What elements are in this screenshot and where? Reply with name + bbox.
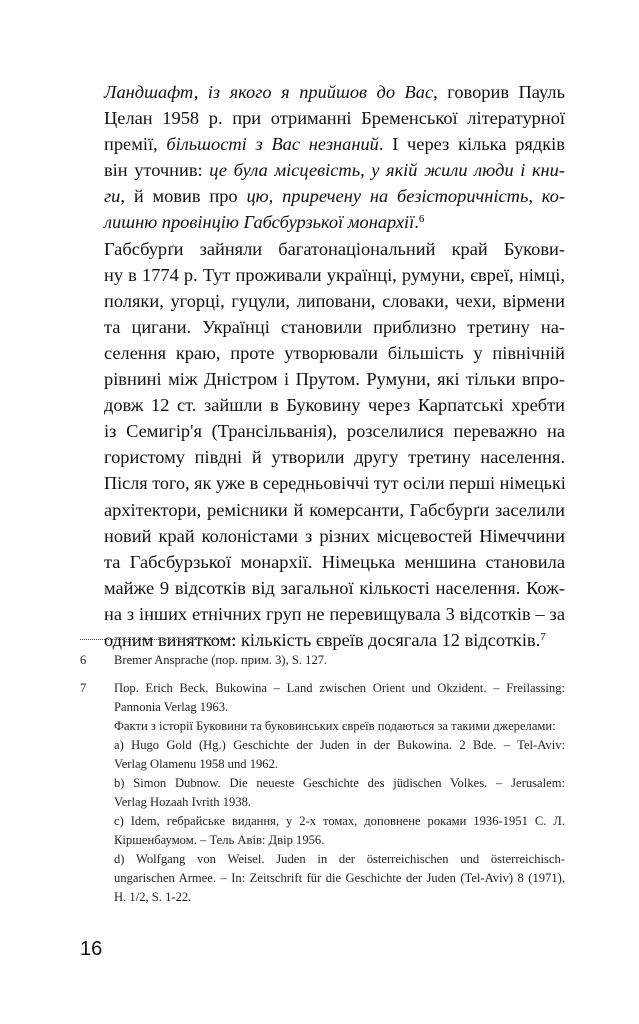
footnote-line: d) Wolfgang von Weisel. Juden in der österreichischen und österreichisch- — [114, 852, 565, 866]
footnote-line: Pannonia Verlag 1963. — [114, 700, 229, 714]
paragraph-1 — [80, 79, 565, 236]
footnote-line: Кіршенбаумом. – Тель Авів: Двір 1956. — [114, 833, 325, 847]
text-line: із Семигір'я (Трансільванія), розселилися переважно на — [104, 421, 565, 442]
footnote-line: a) Hugo Gold (Hg.) Geschichte der Juden in der Bukowina. 2 Bde. – Tel-Aviv: — [114, 738, 565, 752]
text-line: Целан 1958 р. при отриманні Бременської літературної — [104, 108, 565, 129]
text-line: Ландшафт, із якого я прийшов до Вас, говорив Пауль — [104, 82, 565, 102]
footnote-ref-6: 6 — [418, 213, 425, 226]
text-line: премії, більшості з Вас незнаний. І через кілька рядків — [104, 134, 565, 155]
text-line: на з інших етнічних груп не перевищувала 3 відсотків – за — [104, 603, 565, 624]
text-line: Після того, як уже в середньовіччі тут осіли перші німецькі — [104, 473, 566, 494]
footnote-7 — [80, 679, 565, 907]
text-line: одним винятком: кількість євреїв досягала 12 відсотків.$^7$ — [104, 629, 546, 650]
paragraph-2 — [80, 236, 565, 654]
footnotes — [80, 651, 565, 916]
footnote-separator — [80, 639, 235, 640]
text-line: та цигани. Українці становили приблизно третину на- — [104, 316, 565, 337]
text-line: ги, й мовив про цю, приречену на безісторичність, ко- — [104, 186, 565, 207]
footnote-ref-7: 7 — [540, 630, 546, 643]
text-line: та Габсбурзької монархії. Німецька меншина становила — [104, 551, 565, 572]
footnote-line: b) Simon Dubnow. Die neueste Geschichte des jüdischen Volkes. – Jerusalem: — [114, 776, 565, 790]
footnote-line: Verlag Olamenu 1958 und 1962. — [114, 757, 279, 771]
footnote-line: Факти з історії Буковини та буковинських євреїв подаються за такими джерелами: — [114, 719, 556, 733]
text-line: Габсбурґи зайняли багатонаціональний край Букови- — [104, 238, 565, 259]
text-line: гористому півдні й утворили другу третину населення. — [104, 447, 565, 468]
footnote-number: 6 — [80, 653, 87, 667]
text-line: поляки, угорці, гуцули, липовани, словаки, чехи, вірмени — [104, 290, 565, 311]
footnote-text: Bremer Ansprache (пор. прим. 3), S. 127. — [114, 653, 328, 667]
text-line: селення краю, проте утворювали більшість у північній — [104, 342, 565, 363]
footnote-line: ungarischen Armee. – In: Zeitschrift für die Geschichte der Juden (Tel-Aviv) 8 (1971), — [114, 871, 565, 885]
text-line: ну в 1774 р. Тут проживали українці, румуни, євреї, німці, — [104, 264, 565, 285]
text-line: архітектори, ремісники й комерсанти, Габсбурґи заселили — [104, 499, 565, 520]
footnote-line: Пор. Erich Beck. Bukowina – Land zwischen Orient und Okzident. – Freilassing: — [114, 681, 565, 695]
text-line: довж 12 ст. зайшли в Буковину через Карпатські хребти — [104, 395, 565, 416]
footnote-line: Verlag Hozaah Ivrith 1938. — [114, 795, 252, 809]
footnote-6 — [80, 651, 565, 670]
text-line: рівнині між Дністром і Прутом. Румуни, які тільки впро- — [104, 369, 565, 390]
footnote-line: c) Idem, гебрайське видання, у 2-х томах, доповнене роками 1936-1951 С. Л. — [114, 814, 565, 828]
text-line: він уточнив: це була місцевість, у якій жили люди і кни- — [104, 160, 565, 181]
text-line: майже 9 відсотків від загальної кількості населення. Кож- — [104, 577, 565, 598]
footnote-line: H. 1/2, S. 1-22. — [114, 890, 192, 904]
text-line: лишню провінцію Габсбурзької монархії.$^6$ — [104, 212, 425, 233]
footnote-number: 7 — [80, 681, 87, 695]
page-number: 16 — [80, 938, 103, 960]
text-line: новий край колоністами з різних місцевостей Німеччини — [104, 525, 565, 546]
main-text — [80, 79, 565, 653]
